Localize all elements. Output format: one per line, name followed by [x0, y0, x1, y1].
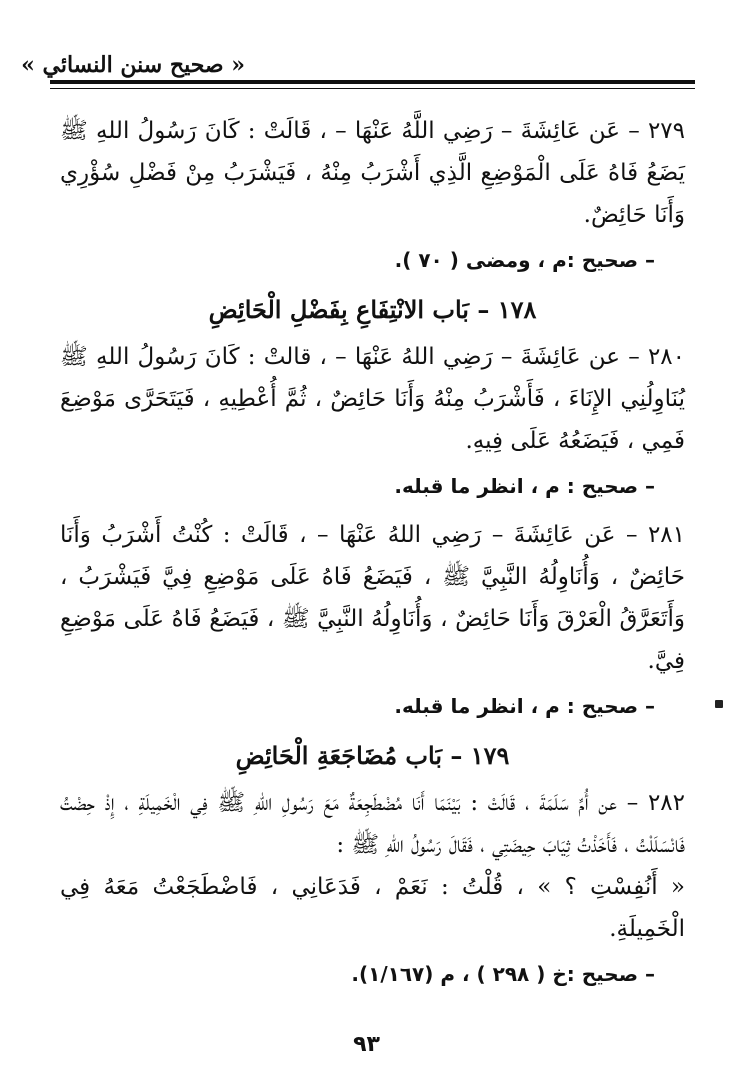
chapter-heading-178: ١٧٨ – بَاب الانْتِفَاعِ بِفَضْلِ الْحَائِضِ: [208, 295, 537, 324]
grading-note-282: – صحيح :خ ( ٢٩٨ ) ، م (١/١٦٧).: [351, 962, 655, 986]
page-number: ٩٣: [353, 1032, 380, 1057]
body-text: [60, 110, 685, 1002]
hadith-280: ٢٨٠ – عن عَائِشَةَ – رَضِي اللهُ عَنْهَا – ، قالتْ : كَانَ رَسُولُ اللهِ ﷺ يُنَاوِلُنِي الإِنَاءَ ، فَأَشْرَبُ مِنْهُ وَأَنَا حَائِضٌ ، ثُمَّ أُعْطِيهِ ، فَيَتَحَرَّى مَوْضِعَ فَمِي ، فَيَضَعُهُ عَلَى فِيهِ.: [60, 344, 685, 454]
margin-mark: [715, 700, 723, 708]
header-rule-thick: [50, 80, 695, 84]
hadith-282-quote: « أَنُفِسْتِ ؟ » ، قُلْتُ : نَعَمْ ، فَدَعَانِي ، فَاضْطَجَعْتُ مَعَهُ فِي الْخَمِيلَةِ.: [60, 874, 685, 942]
chapter-heading-179: ١٧٩ – بَاب مُضَاجَعَةِ الْحَائِضِ: [235, 741, 510, 770]
header-rule-thin: [50, 88, 695, 89]
hadith-282: ٢٨٢ – عن أُمِّ سَلَمَةَ ، قَالَتْ : بَيْنَمَا أَنَا مُضْطَجِعَةٌ مَعَ رَسُولِ اللهِ ﷺ فِي الْخَمِيلَةِ ، إِذْ حِضْتُ فَانْسَلَلْتُ ، فَأَخَذْتُ ثِيَابَ حِيضَتِي ، فَقَالَ رَسُولُ اللهِ ﷺ :: [60, 790, 685, 858]
running-header-title: « صحيح سنن النسائي »: [21, 52, 245, 78]
grading-note-281: – صحيح : م ، انظر ما قبله.: [394, 694, 655, 718]
grading-note-280: – صحيح : م ، انظر ما قبله.: [394, 474, 655, 498]
grading-note-279: – صحيح :م ، ومضى ( ٧٠ ).: [394, 248, 655, 272]
hadith-281: ٢٨١ – عَن عَائِشَةَ – رَضِي اللهُ عَنْهَا – ، قَالَتْ : كُنْتُ أَشْرَبُ وَأَنَا حَائِضٌ ، وَأُنَاوِلُهُ النَّبِيَّ ﷺ ، فَيَضَعُ فَاهُ عَلَى مَوْضِعِ فِيَّ فَيَشْرَبُ ، وَأَتَعَرَّقُ الْعَرْقَ وَأَنَا حَائِضٌ ، وَأُنَاوِلُهُ النَّبِيَّ ﷺ ، فَيَضَعُ فَاهُ عَلَى مَوْضِعِ فِيَّ.: [60, 522, 685, 674]
hadith-279: ٢٧٩ – عَن عَائِشَةَ – رَضِي اللَّهُ عَنْهَا – ، قَالَتْ : كَانَ رَسُولُ اللهِ ﷺ يَضَعُ فَاهُ عَلَى الْمَوْضِعِ الَّذِي أَشْرَبُ مِنْهُ ، فَيَشْرَبُ مِنْ فَضْلِ سُؤْرِي وَأَنَا حَائِضٌ.: [60, 118, 685, 228]
